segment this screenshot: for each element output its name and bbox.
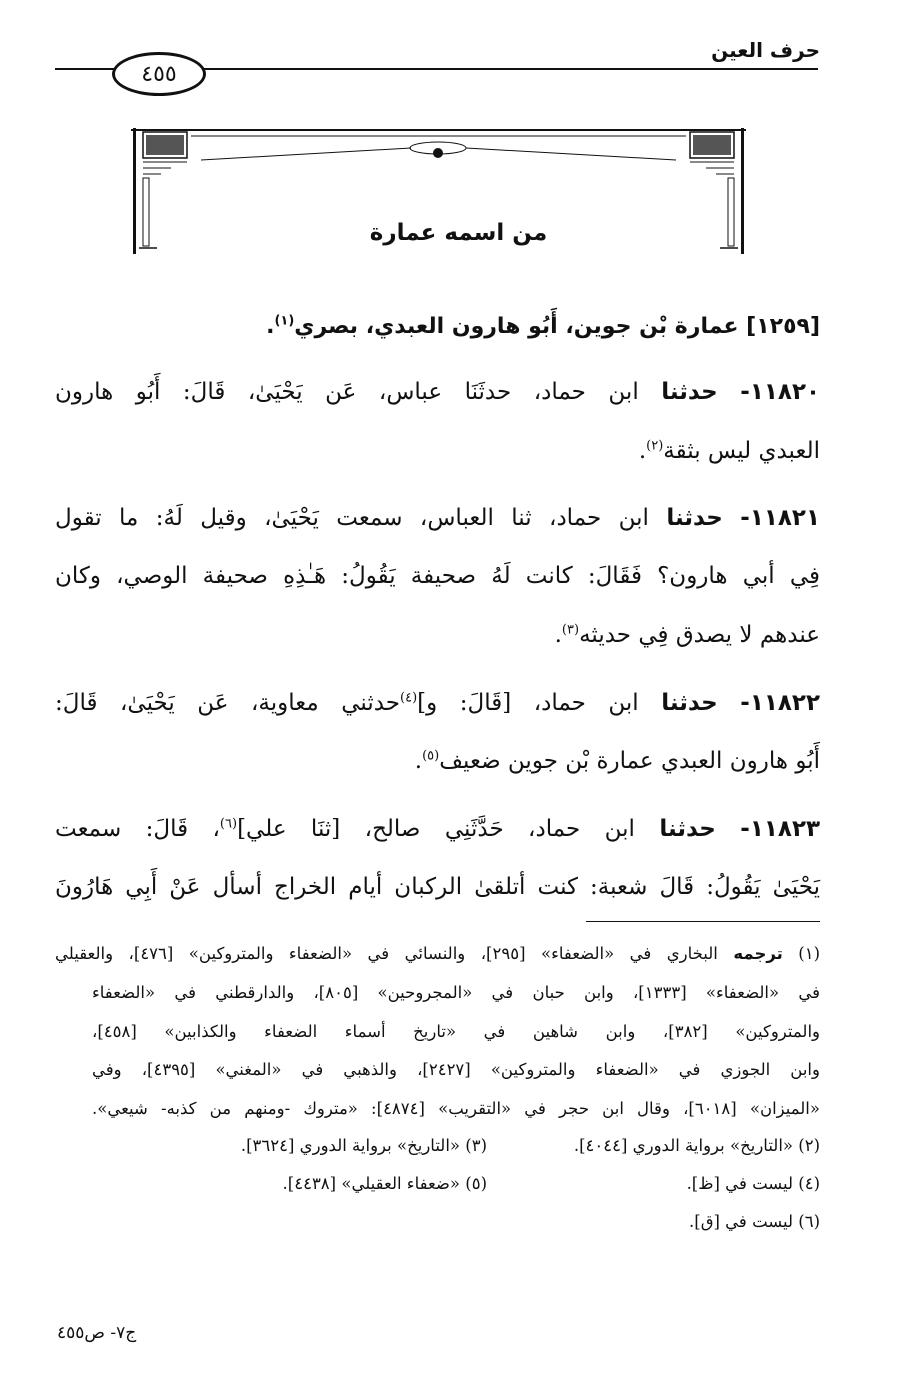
- footnote-rule: [586, 921, 820, 922]
- footnote-keyword: ترجمه: [733, 944, 783, 963]
- hadith-number: ١١٨٢٠-: [740, 379, 821, 405]
- hadith-11820-line-2: [55, 436, 820, 466]
- footnote-1-line-2: في «الضعفاء» [١٣٣٣]، وابن حبان في «المجروحين» [٨٠٥]، والدارقطني في «الضعفاء: [92, 983, 820, 1002]
- footnote-6: (٦) ليست في [ق].: [689, 1212, 820, 1231]
- hadith-11822-line-1: [55, 688, 820, 718]
- hadith-keyword: حدثنا: [659, 816, 716, 842]
- hadith-text: ، قَالَ: سمعت: [55, 816, 220, 842]
- footnote-marker: (١): [798, 944, 821, 963]
- page-footer: ج٧- ص٤٥٥: [57, 1323, 137, 1343]
- page-number: ٤٥٥: [141, 61, 177, 87]
- hadith-text: العبدي ليس بثقة: [663, 438, 820, 464]
- hadith-text: ابن حماد، حَدَّثَنِي صالح، [ثنَا علي]: [237, 816, 635, 842]
- hadith-keyword: حدثنا: [661, 379, 718, 405]
- footnote-1-line-1: [55, 942, 820, 966]
- hadith-number: ١١٨٢١-: [740, 505, 821, 531]
- hadith-keyword: حدثنا: [661, 690, 718, 716]
- footnote-1-line-4: وابن الجوزي في «الضعفاء والمتروكين» [٢٤٢٧]، والذهبي في «المغني» [٤٣٩٥]، وفي: [92, 1060, 820, 1079]
- hadith-text: عندهم لا يصدق فِي حديثه: [579, 622, 820, 648]
- section-title: من اسمه عمارة: [369, 220, 548, 246]
- entry-heading-text: [١٢٥٩] عمارة بْن جوين، أَبُو هارون العبدي، بصري: [294, 314, 820, 339]
- hadith-11821-line-3: [55, 620, 820, 650]
- hadith-11821-line-1: [55, 503, 820, 533]
- hadith-11823-line-2: يَحْيَىٰ يَقُولُ: قَالَ شعبة: كنت أتلقىٰ الركبان أيام الخراج أسأل عَنْ أَبِي هَارُونَ: [55, 874, 820, 900]
- hadith-number: ١١٨٢٢-: [740, 690, 821, 716]
- footnote-3-text: (٣) «التاريخ» برواية الدوري [٣٦٢٤].: [240, 1136, 487, 1155]
- hadith-text: ابن حماد، ثنا العباس، سمعت يَحْيَىٰ، وقيل لَهُ: ما تقول: [55, 505, 649, 531]
- footnote-ref: (٥): [422, 748, 440, 764]
- hadith-text-end: .: [414, 748, 423, 774]
- footnote-5-text: (٥) «ضعفاء العقيلي» [٤٤٣٨].: [282, 1174, 487, 1193]
- hadith-text-end: .: [554, 622, 562, 648]
- hadith-11823-line-1: [55, 814, 820, 844]
- page-number-badge: [112, 52, 206, 96]
- hadith-text: حدثني معاوية، عَن يَحْيَىٰ، قَالَ:: [55, 690, 401, 716]
- running-head: حرف العين: [711, 38, 820, 62]
- hadith-text: ابن حماد، [قَالَ: و]: [417, 690, 639, 716]
- footnote-ref: (٢): [646, 438, 664, 454]
- footnote-1-line-3: والمتروكين» [٣٨٢]، وابن شاهين في «تاريخ أسماء الضعفاء والكذابين» [٤٥٨]،: [92, 1022, 821, 1041]
- hadith-11822-line-2: [55, 746, 820, 776]
- hadith-number: ١١٨٢٣-: [740, 816, 821, 842]
- footnote-ref: (٦): [219, 816, 238, 832]
- footnote-ref: (٤): [400, 690, 418, 706]
- footnote-ref: (١): [274, 313, 295, 329]
- hadith-text-end: .: [638, 438, 647, 464]
- entry-heading: [55, 312, 820, 342]
- footnote-ref: (٣): [561, 622, 580, 638]
- hadith-text: ابن حماد، حدثَنَا عباس، عَن يَحْيَىٰ، قَالَ: أَبُو هارون: [55, 379, 639, 405]
- hadith-11821-line-2: فِي أبي هارون؟ فَقَالَ: كانت لَهُ صحيفة يَقُولُ: هَـٰذِهِ صحيفة الوصي، وكان: [55, 563, 820, 589]
- hadith-text: أَبُو هارون العبدي عمارة بْن جوين ضعيف: [439, 748, 820, 774]
- footnote-1-line-5: «الميزان» [٦٠١٨]، وقال ابن حجر في «التقريب» [٤٨٧٤]: «متروك -ومنهم من كذبه- شيعي».: [92, 1099, 820, 1118]
- hadith-keyword: حدثنا: [666, 505, 723, 531]
- footnote-text: البخاري في «الضعفاء» [٢٩٥]، والنسائي في «الضعفاء والمتروكين» [٤٧٦]، والعقيلي: [55, 944, 718, 963]
- entry-heading-end: .: [266, 314, 275, 339]
- footnote-4: (٤) ليست في [ظ].: [686, 1174, 820, 1193]
- footnote-2: (٢) «التاريخ» برواية الدوري [٤٠٤٤].: [573, 1136, 820, 1155]
- hadith-11820-line-1: [55, 377, 820, 407]
